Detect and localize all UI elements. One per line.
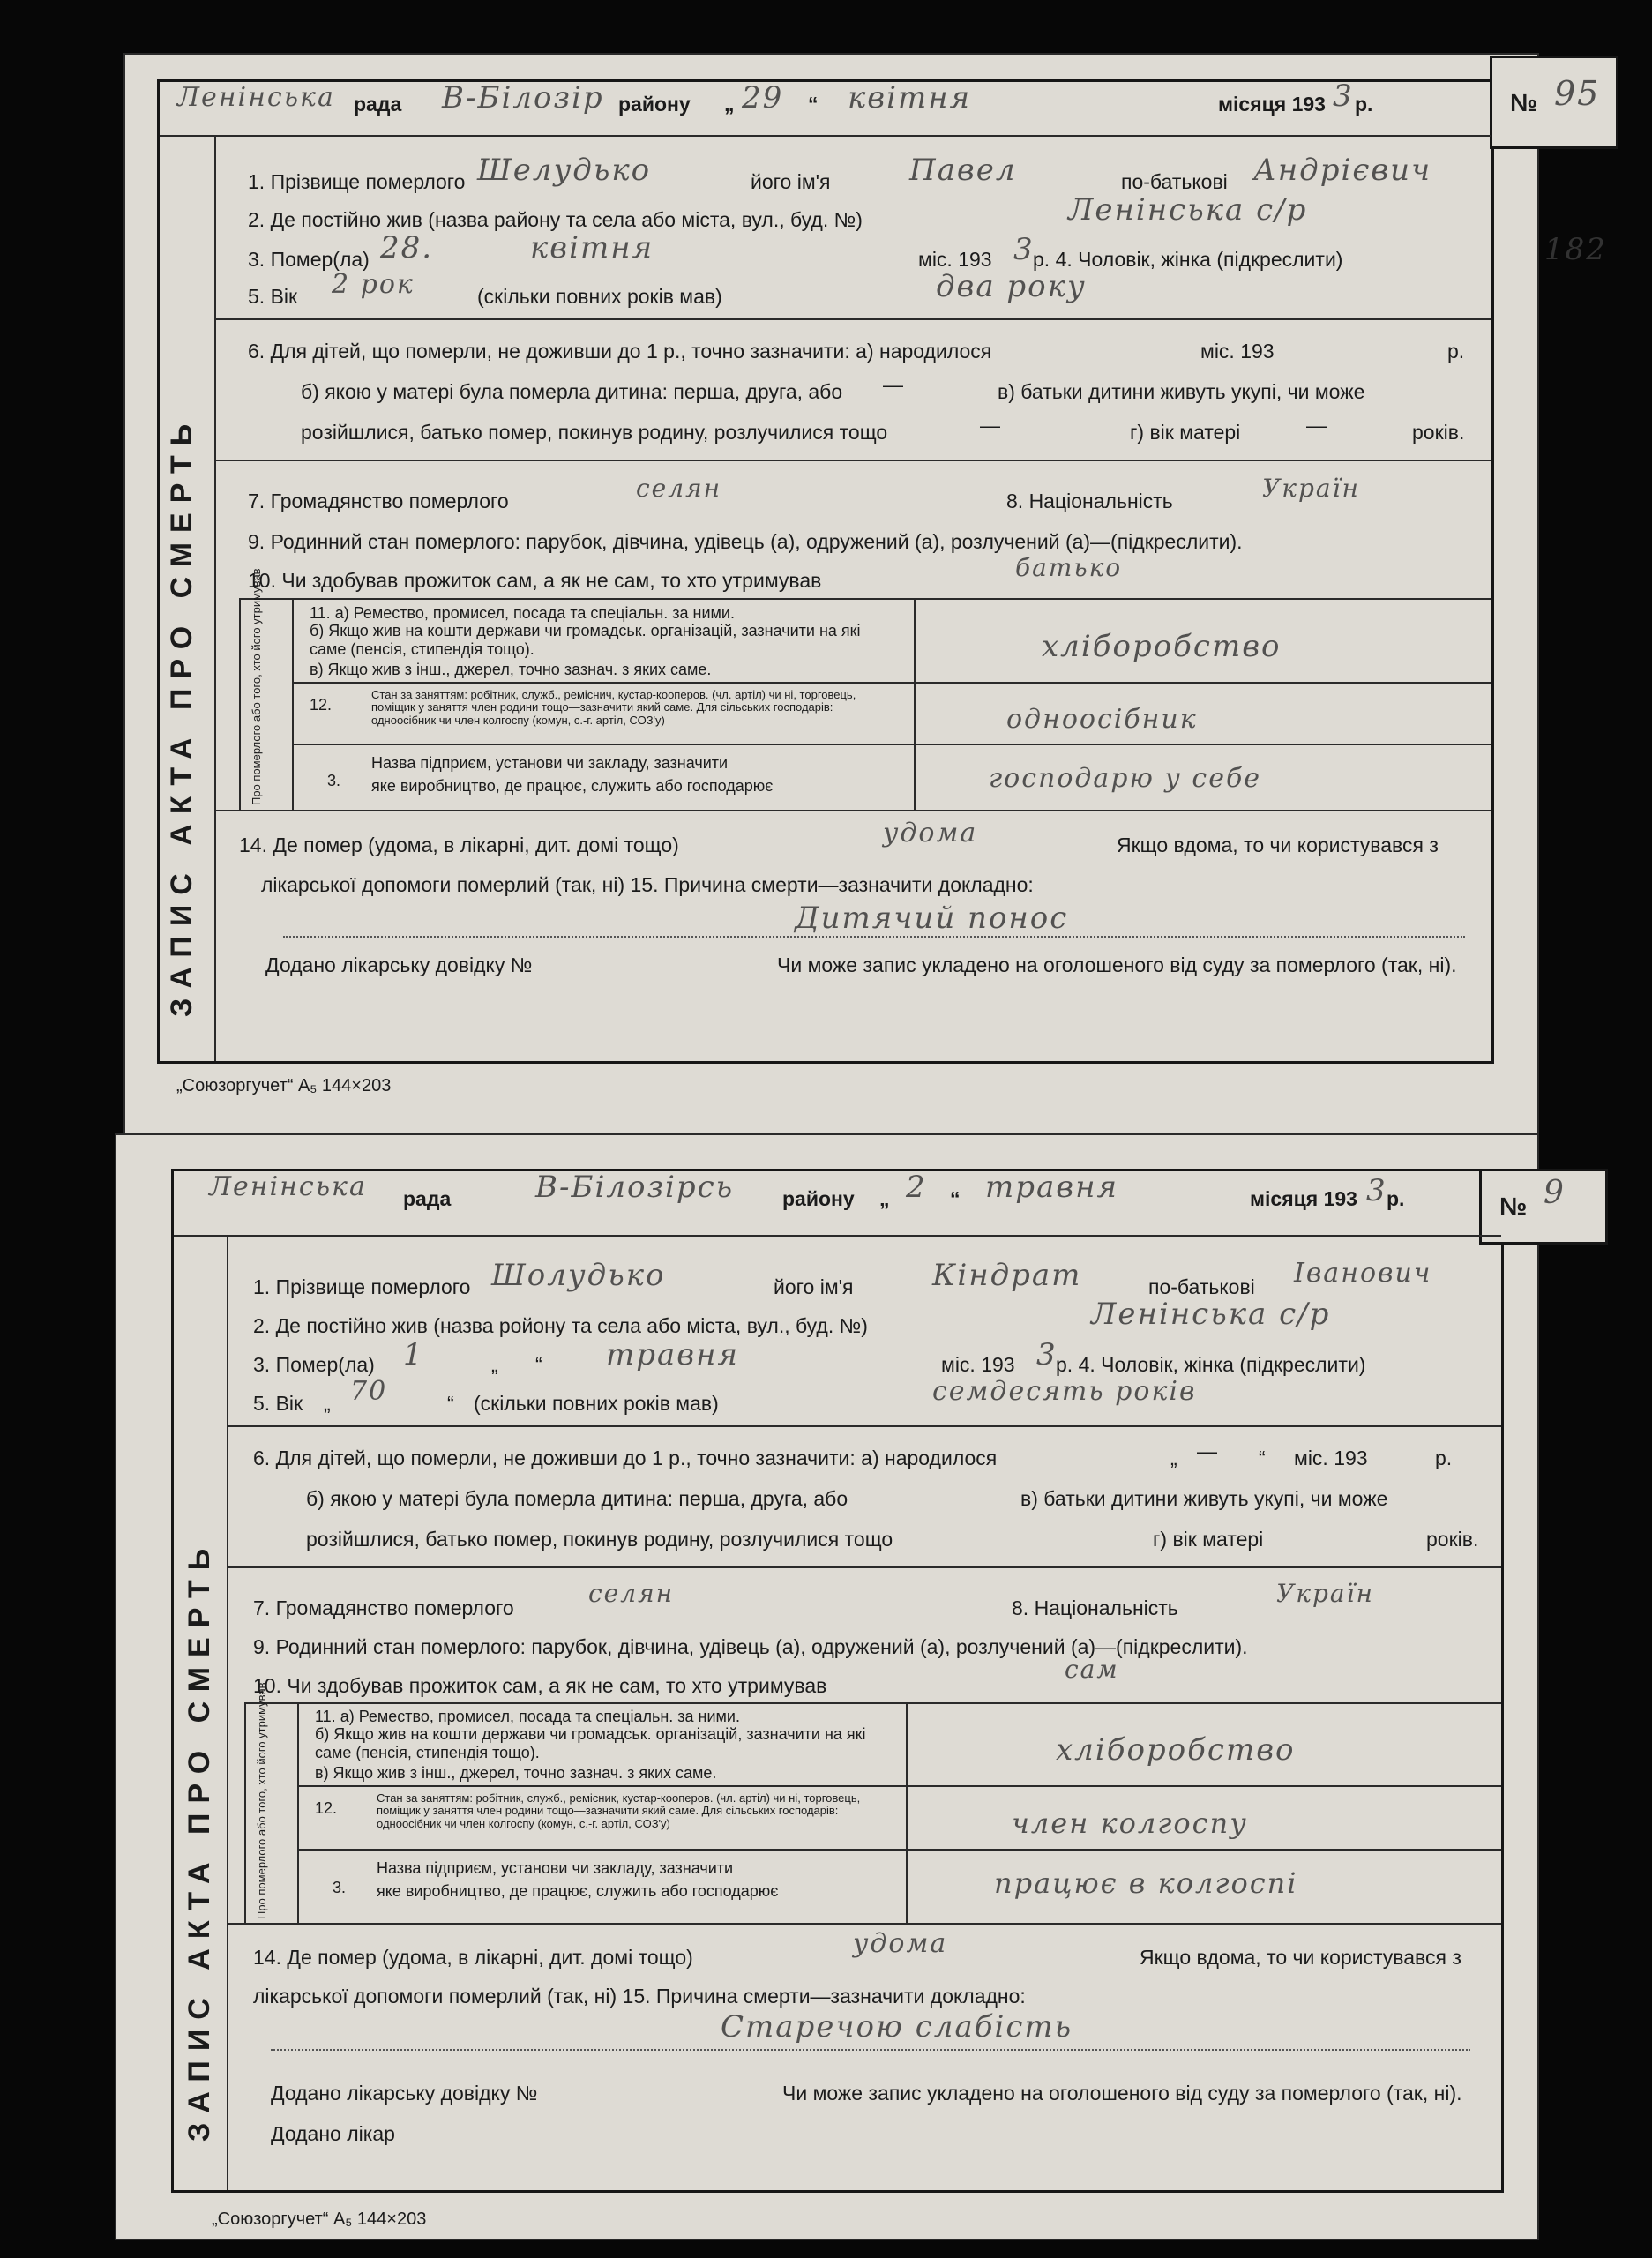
number-sign: № (1499, 1193, 1528, 1220)
field-death-year-label: міс. 193 (941, 1353, 1015, 1376)
hw-nationality: Україн (1262, 474, 1360, 503)
quote-close: “ (1259, 1447, 1266, 1469)
field-nationality-label: 8. Національність (1006, 490, 1173, 512)
item-13-line1: Назва підприєм, установи чи закладу, зазначити (377, 1859, 734, 1877)
hw-place: удома (853, 1928, 948, 1959)
hw-place: удома (883, 818, 978, 849)
district-label: району (782, 1187, 855, 1210)
month-label: місяця 193 (1250, 1187, 1357, 1210)
printer-footer: „Союзоргучет“ А₅ 144×203 (176, 1076, 392, 1095)
hw-residence: Ленінська с/р (1091, 1297, 1331, 1332)
hw-name: Кіндрат (932, 1258, 1082, 1293)
field-patronymic-label: по-батькові (1148, 1275, 1255, 1298)
hw-patronymic: Іванович (1294, 1258, 1432, 1289)
field-nationality-label: 8. Національність (1012, 1596, 1178, 1619)
field-residence-label: 2. Де постійно жив (назва району та села або міста, вул., буд. №) (248, 208, 863, 231)
hw-surname: Шолудько (491, 1258, 666, 1293)
field-death-label: 3. Помер(ла) (253, 1353, 375, 1376)
field-parents-status-label: розійшлися, батько помер, покинув родину, розлучилися тощо (301, 421, 888, 444)
dash-mother-age: — (1306, 414, 1327, 437)
item-11b: б) Якщо жив на кошти держави чи громадськ. організацій, зазначити на які саме (пенсія, стипендія тощо). (310, 622, 861, 658)
hw-workplace: господарю у себе (989, 763, 1262, 794)
field-child-order-label: б) якою у матері була померла дитина: перша, друга, або (301, 380, 843, 403)
field-mother-age-label: г) вік матері (1130, 421, 1241, 444)
field-child-birth-label: 6. Для дітей, що померли, не доживши до 1 р., точно зазначити: а) народилося (253, 1447, 998, 1469)
field-medical-label: Якщо вдома, то чи користувався з (1117, 834, 1439, 856)
item-11a: 11. а) Ремество, промисел, посада та спеціальн. за ними. (310, 604, 735, 622)
side-title: ЗАПИС АКТА ПРО СМЕРТЬ (183, 1538, 216, 2142)
field-medical-label: Якщо вдома, то чи користувався з (1140, 1946, 1461, 1969)
hw-council-name: Ленінська (209, 1171, 367, 1202)
year-suffix: р. (1355, 93, 1373, 116)
quote-close: “ (447, 1392, 454, 1415)
quote-close: “ (808, 93, 819, 116)
field-parents-label: в) батьки дитини живуть укупі, чи може (998, 380, 1365, 403)
field-child-month-label: міс. 193 (1200, 340, 1275, 363)
hw-occupation: хліборобство (1056, 1732, 1296, 1768)
item-11c: в) Якщо жив з інш., джерел, точно зазнач. з яких саме. (315, 1764, 717, 1782)
hw-residence: Ленінська с/р (1068, 192, 1308, 228)
field-med-cert-label-repeat: Додано лікар (271, 2122, 395, 2145)
death-record-form-bottom (171, 1169, 1566, 2193)
side-title: ЗАПИС АКТА ПРО СМЕРТЬ (165, 414, 198, 1017)
hw-cause: Дитячий понос (795, 901, 1069, 936)
field-child-birth-label: 6. Для дітей, що померли, не доживши до 1 р., точно зазначити: а) народилося (248, 340, 992, 363)
district-label: району (618, 93, 691, 116)
quote-open: „ (491, 1353, 498, 1376)
hw-year-digit: 3 (1333, 79, 1354, 114)
hw-death-year-digit: 3 (1013, 232, 1035, 267)
hw-status: одноосібник (1006, 704, 1198, 735)
hw-age: 2 рок (332, 269, 415, 300)
hw-death-year-digit: 3 (1036, 1337, 1058, 1372)
hw-supporter: батько (1015, 553, 1123, 582)
item-12-number: 12. (315, 1799, 338, 1817)
field-age-label: 5. Вік (248, 285, 298, 308)
item-13-line2: яке виробництво, де працює, служить або господарює (377, 1882, 779, 1900)
hw-council-name: Ленінська (177, 82, 335, 113)
hw-citizenship: селян (636, 474, 722, 503)
field-years-label: років. (1412, 421, 1465, 444)
item-13-number: 3. (327, 772, 341, 789)
hw-supporter: сам (1065, 1655, 1119, 1684)
record-sheet-top (123, 53, 1607, 1173)
field-med-cert-label: Додано лікарську довідку № (271, 2082, 538, 2105)
field-name-label: його ім'я (751, 170, 831, 193)
field-child-year-suffix: р. (1435, 1447, 1453, 1469)
item-11b: б) Якщо жив на кошти держави чи громадськ. організацій, зазначити на які саме (пенсія, стипендія тощо). (315, 1725, 866, 1761)
field-supporter-label: 10. Чи здобував прожиток сам, а як не сам, то хто утримував (248, 569, 822, 592)
hw-death-day: 1 (403, 1337, 424, 1372)
field-name-label: його ім'я (774, 1275, 854, 1298)
record-number-box (1479, 1169, 1608, 1245)
field-surname-label: 1. Прізвище померлого (253, 1275, 471, 1298)
hw-patronymic: Андрієвич (1253, 153, 1432, 188)
table-side-label: Про померлого або того, хто його утримував (255, 1682, 268, 1919)
month-label: місяця 193 (1218, 93, 1326, 116)
field-sex-label: р. 4. Чоловік, жінка (підкреслити) (1033, 248, 1343, 271)
field-child-year-suffix: р. (1447, 340, 1465, 363)
field-citizenship-label: 7. Громадянство померлого (253, 1596, 514, 1619)
council-label: рада (403, 1187, 452, 1210)
field-cause-label: лікарської допомоги померлий (так, ні) 15. Причина смерти—зазначити докладно: (261, 873, 1034, 896)
hw-occupation: хліборобство (1042, 629, 1282, 664)
quote-open: „ (324, 1392, 331, 1415)
field-court-label: Чи може запис укладено на оголошеного від суду за померлого (так, ні). (777, 953, 1457, 976)
hw-day: 29 (742, 80, 784, 116)
hw-workplace: працює в колгоспі (994, 1866, 1298, 1900)
field-place-label: 14. Де помер (удома, в лікарні, дит. домі тощо) (253, 1946, 693, 1969)
quote-open: „ (879, 1187, 890, 1210)
hw-district-name: В-Білозірсь (535, 1170, 735, 1205)
hw-citizenship: селян (588, 1579, 675, 1608)
field-marital-label: 9. Родинний стан померлого: парубок, дівчина, удівець (а), одружений (а), розлучений (а)—(підкреслити). (253, 1635, 1248, 1658)
field-supporter-label: 10. Чи здобував прожиток сам, а як не сам, то хто утримував (253, 1674, 827, 1697)
hw-day: 2 (906, 1170, 927, 1205)
field-place-label: 14. Де помер (удома, в лікарні, дит. домі тощо) (239, 834, 679, 856)
printer-footer: „Союзоргучет“ А₅ 144×203 (212, 2209, 427, 2229)
hw-name: Павел (909, 153, 1017, 188)
field-death-label: 3. Помер(ла) (248, 248, 370, 271)
hw-margin-number: 182 (1544, 232, 1607, 267)
field-sex-label: р. 4. Чоловік, жінка (підкреслити) (1056, 1353, 1366, 1376)
dash-child-birth: — (1197, 1439, 1217, 1462)
field-med-cert-label: Додано лікарську довідку № (265, 953, 533, 976)
hw-cause: Старечою слабість (721, 2009, 1073, 2045)
hw-death-day: 28. (380, 230, 434, 265)
record-number-box (1490, 56, 1618, 149)
item-12-number: 12. (310, 696, 333, 714)
field-child-month-label: міс. 193 (1294, 1447, 1368, 1469)
field-years-label: років. (1426, 1528, 1479, 1551)
field-mother-age-label: г) вік матері (1153, 1528, 1264, 1551)
hw-district-name: В-Білозір (442, 80, 604, 116)
field-residence-label: 2. Де постійно жив (назва ройону та села або міста, вул., буд. №) (253, 1314, 868, 1337)
item-13-number: 3. (333, 1879, 347, 1896)
item-11c: в) Якщо жив з інш., джерел, точно зазнач. з яких саме. (310, 661, 712, 678)
number-sign: № (1510, 89, 1538, 116)
item-13-line2: яке виробництво, де працює, служить або господарює (371, 777, 774, 795)
record-sheet-bottom (115, 1133, 1566, 2240)
hw-death-month: квітня (530, 230, 654, 265)
hw-surname: Шелудько (477, 153, 652, 188)
item-11a: 11. а) Ремество, промисел, посада та спеціальн. за ними. (315, 1708, 740, 1725)
item-13-line1: Назва підприєм, установи чи закладу, зазначити (371, 754, 729, 772)
dash-parents-status: — (980, 414, 1000, 437)
field-parents-label: в) батьки дитини живуть укупі, чи може (1020, 1487, 1388, 1510)
death-record-form-top (157, 74, 1607, 1064)
field-child-order-label: б) якою у матері була померла дитина: перша, друга, або (306, 1487, 848, 1510)
field-surname-label: 1. Прізвище померлого (248, 170, 466, 193)
field-marital-label: 9. Родинний стан померлого: парубок, дівчина, удівець (а), одружений (а), розлучений (а)—(підкреслити). (248, 530, 1243, 553)
field-age-note: (скільки повних років мав) (474, 1392, 719, 1415)
hw-month: квітня (848, 80, 972, 116)
hw-record-number: 95 (1554, 74, 1601, 113)
hw-age-words: два року (936, 269, 1087, 304)
quote-open: „ (724, 93, 735, 116)
quote-open: „ (1170, 1447, 1177, 1469)
item-12-text: Стан за заняттям: робітник, служб., реміснич, кустар-кооперов. (чл. артіл) чи ні, торговець, поміщик у заняття член родини тощо—зазначити який саме. Для сільських господарів: одноосібник чи член колгоспу (комун, с.-г. артіл, СОЗ'у) (371, 688, 856, 727)
hw-record-number: 9 (1544, 1175, 1566, 1211)
quote-close: “ (535, 1353, 542, 1376)
field-age-label: 5. Вік (253, 1392, 303, 1415)
field-age-note: (скільки повних років мав) (477, 285, 722, 308)
year-suffix: р. (1387, 1187, 1405, 1210)
council-label: рада (354, 93, 402, 116)
hw-month: травня (985, 1170, 1118, 1205)
field-court-label: Чи може запис укладено на оголошеного від суду за померлого (так, ні). (782, 2082, 1462, 2105)
field-patronymic-label: по-батькові (1121, 170, 1228, 193)
item-12-text: Стан за заняттям: робітник, служб., ремісник, кустар-кооперов. (чл. артіл) чи ні, торговець, поміщик у заняття член родини тощо—зазначити який саме. Для сільських господарів: одноосібник чи член колгоспу (комун, с.-г. артіл, СОЗ'у) (377, 1791, 861, 1830)
hw-age-words: семдесять років (932, 1376, 1197, 1407)
field-citizenship-label: 7. Громадянство померлого (248, 490, 509, 512)
quote-close: “ (950, 1187, 961, 1210)
hw-age: 70 (350, 1376, 388, 1407)
field-parents-status-label: розійшлися, батько помер, покинув родину, розлучилися тощо (306, 1528, 893, 1551)
table-side-label: Про померлого або того, хто його утримував (250, 568, 263, 805)
hw-status: член колгоспу (1012, 1806, 1248, 1840)
hw-year-digit: 3 (1366, 1173, 1387, 1208)
field-death-year-label: міс. 193 (918, 248, 992, 271)
field-cause-label: лікарської допомоги померлий (так, ні) 15. Причина смерти—зазначити докладно: (253, 1985, 1026, 2008)
hw-death-month: травня (606, 1337, 739, 1372)
dash-child-order: — (883, 373, 903, 396)
hw-nationality: Україн (1276, 1579, 1374, 1608)
